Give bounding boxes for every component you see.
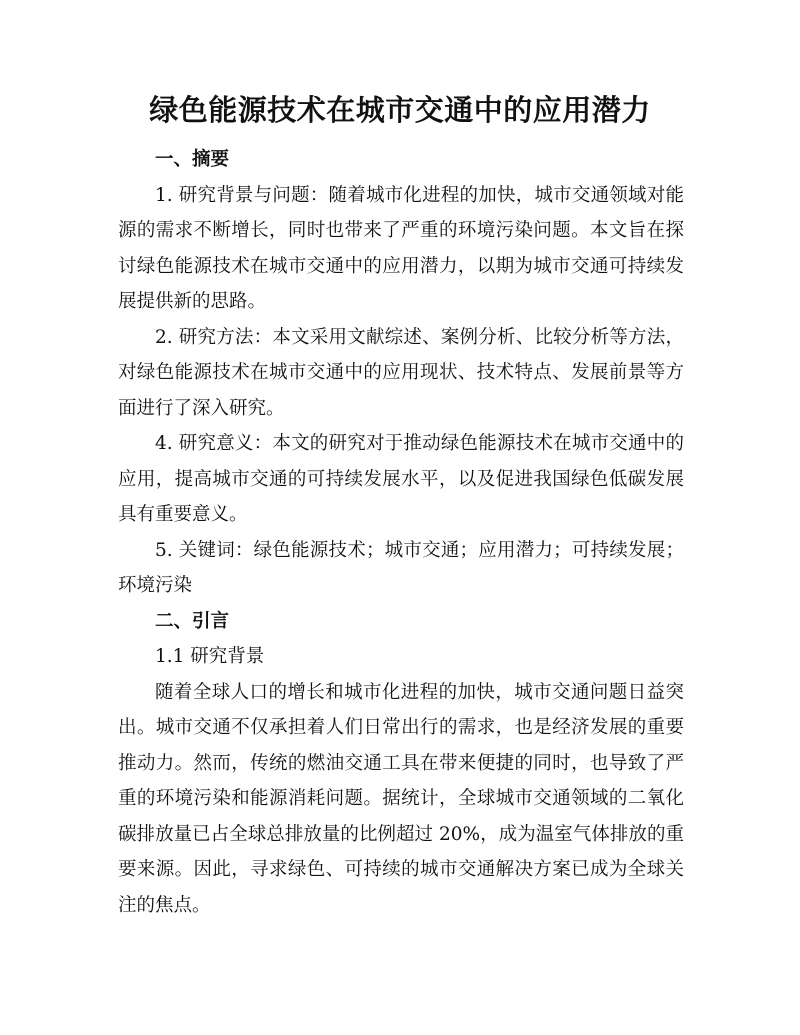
subsection-heading-research-background: 1.1 研究背景 (155, 646, 265, 667)
abstract-paragraph-methods: 2. 研究方法：本文采用文献综述、案例分析、比较分析等方法，对绿色能源技术在城市交通中的应用现状、技术特点、发展前景等方面进行了深入研究。 (118, 326, 684, 419)
document-body (118, 142, 684, 923)
abstract-paragraph-background: 1. 研究背景与问题：随着城市化进程的加快，城市交通领域对能源的需求不断增长，同时也带来了严重的环境污染问题。本文旨在探讨绿色能源技术在城市交通中的应用潜力，以期为城市交通可持续发展提供新的思路。 (118, 184, 684, 312)
section-heading-abstract: 一、摘要 (155, 149, 230, 170)
abstract-paragraph-significance: 4. 研究意义：本文的研究对于推动绿色能源技术在城市交通中的应用，提高城市交通的可持续发展水平，以及促进我国绿色低碳发展具有重要意义。 (118, 433, 684, 525)
introduction-paragraph: 随着全球人口的增长和城市化进程的加快，城市交通问题日益突出。城市交通不仅承担着人们日常出行的需求，也是经济发展的重要推动力。然而，传统的燃油交通工具在带来便捷的同时，也导致了严重的环境污染和能源消耗问题。据统计，全球城市交通领域的二氧化碳排放量已占全球总排放量的比例超过 20%，成为温室气体排放的重要来源。因此，寻求绿色、可持续的城市交通解决方案已成为全球关注的焦点。 (118, 681, 684, 916)
document-title: 绿色能源技术在城市交通中的应用潜力 (149, 93, 651, 127)
section-heading-introduction: 二、引言 (155, 610, 230, 632)
abstract-paragraph-keywords: 5. 关键词：绿色能源技术；城市交通；应用潜力；可持续发展；环境污染 (118, 539, 684, 596)
